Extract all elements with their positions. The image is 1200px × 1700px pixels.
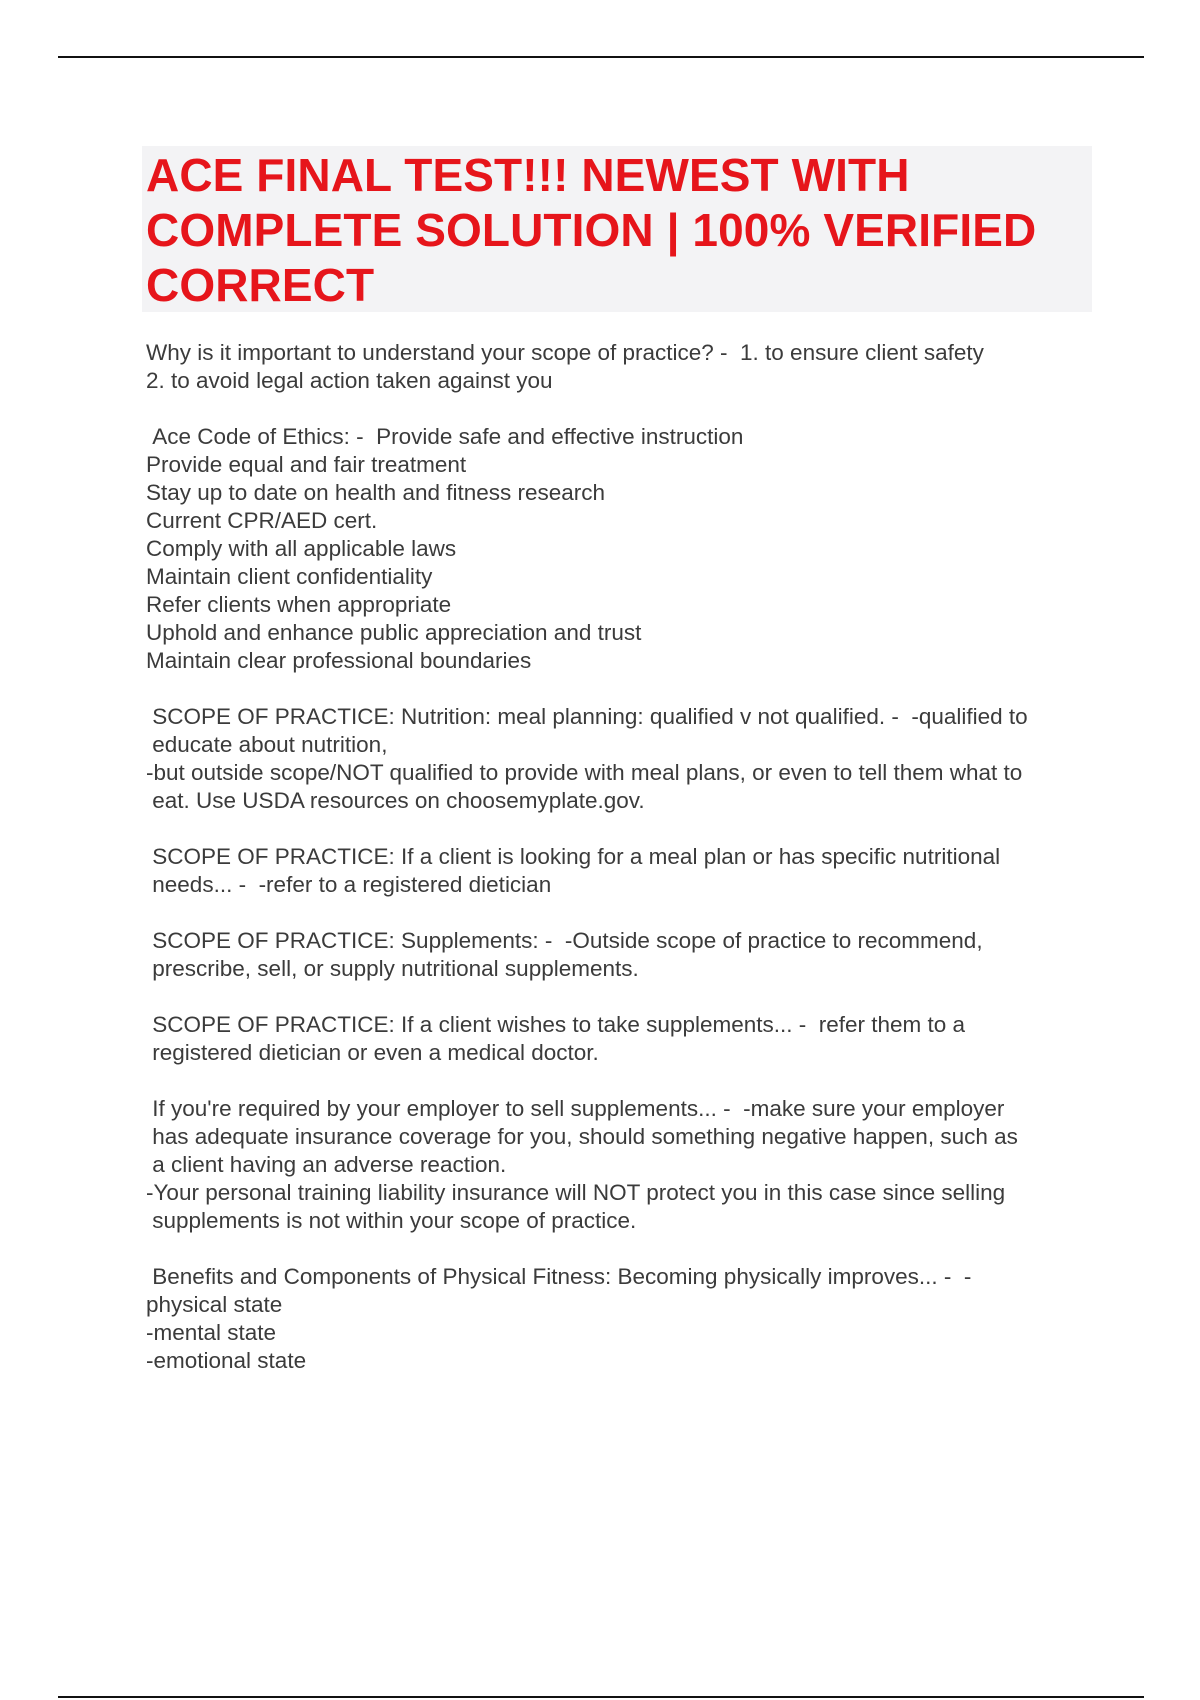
qa-entry: [146, 1095, 1091, 1235]
qa-entry: [146, 703, 1091, 815]
text-line: eat. Use USDA resources on choosemyplate.gov.: [146, 788, 645, 813]
document-title: ACE FINAL TEST!!! NEWEST WITH COMPLETE SOLUTION | 100% VERIFIED CORRECT: [146, 149, 1037, 311]
qa-entry: [146, 1263, 1091, 1375]
text-line: -mental state: [146, 1320, 277, 1345]
text-line: has adequate insurance coverage for you, should something negative happen, such as: [146, 1124, 1018, 1149]
text-line: Ace Code of Ethics: - Provide safe and effective instruction: [146, 424, 744, 449]
text-line: 2. to avoid legal action taken against you: [146, 368, 553, 393]
text-line: a client having an adverse reaction.: [146, 1152, 507, 1177]
text-line: SCOPE OF PRACTICE: Nutrition: meal planning: qualified v not qualified. - -qualified to: [146, 704, 1028, 729]
text-line: -Your personal training liability insurance will NOT protect you in this case since selling: [146, 1180, 1006, 1205]
text-line: Comply with all applicable laws: [146, 536, 457, 561]
text-line: physical state: [146, 1292, 283, 1317]
text-line: SCOPE OF PRACTICE: If a client wishes to take supplements... - refer them to a: [146, 1012, 966, 1037]
text-line: Refer clients when appropriate: [146, 592, 452, 617]
text-line: supplements is not within your scope of practice.: [146, 1208, 637, 1233]
text-line: prescribe, sell, or supply nutritional supplements.: [146, 956, 639, 981]
top-rule: [58, 56, 1144, 58]
text-line: educate about nutrition,: [146, 732, 388, 757]
text-line: Uphold and enhance public appreciation and trust: [146, 620, 642, 645]
text-line: Current CPR/AED cert.: [146, 508, 378, 533]
qa-entry: [146, 1011, 1091, 1067]
text-line: Why is it important to understand your scope of practice? - 1. to ensure client safety: [146, 340, 984, 365]
text-line: -emotional state: [146, 1348, 307, 1373]
text-line: registered dietician or even a medical doctor.: [146, 1040, 599, 1065]
qa-entry: [146, 843, 1091, 899]
text-line: Provide equal and fair treatment: [146, 452, 467, 477]
qa-entry: [146, 423, 1091, 675]
document-body: [146, 339, 1091, 1403]
text-line: Benefits and Components of Physical Fitness: Becoming physically improves... - -: [146, 1264, 972, 1289]
text-line: If you're required by your employer to sell supplements... - -make sure your employer: [146, 1096, 1005, 1121]
text-line: Maintain clear professional boundaries: [146, 648, 532, 673]
text-line: Stay up to date on health and fitness research: [146, 480, 606, 505]
text-line: -but outside scope/NOT qualified to provide with meal plans, or even to tell them what to: [146, 760, 1023, 785]
qa-entry: [146, 339, 1091, 395]
text-line: SCOPE OF PRACTICE: If a client is looking for a meal plan or has specific nutritional: [146, 844, 1001, 869]
qa-entry: [146, 927, 1091, 983]
text-line: Maintain client confidentiality: [146, 564, 433, 589]
text-line: SCOPE OF PRACTICE: Supplements: - -Outside scope of practice to recommend,: [146, 928, 983, 953]
text-line: needs... - -refer to a registered dietician: [146, 872, 552, 897]
bottom-rule: [58, 1696, 1144, 1698]
